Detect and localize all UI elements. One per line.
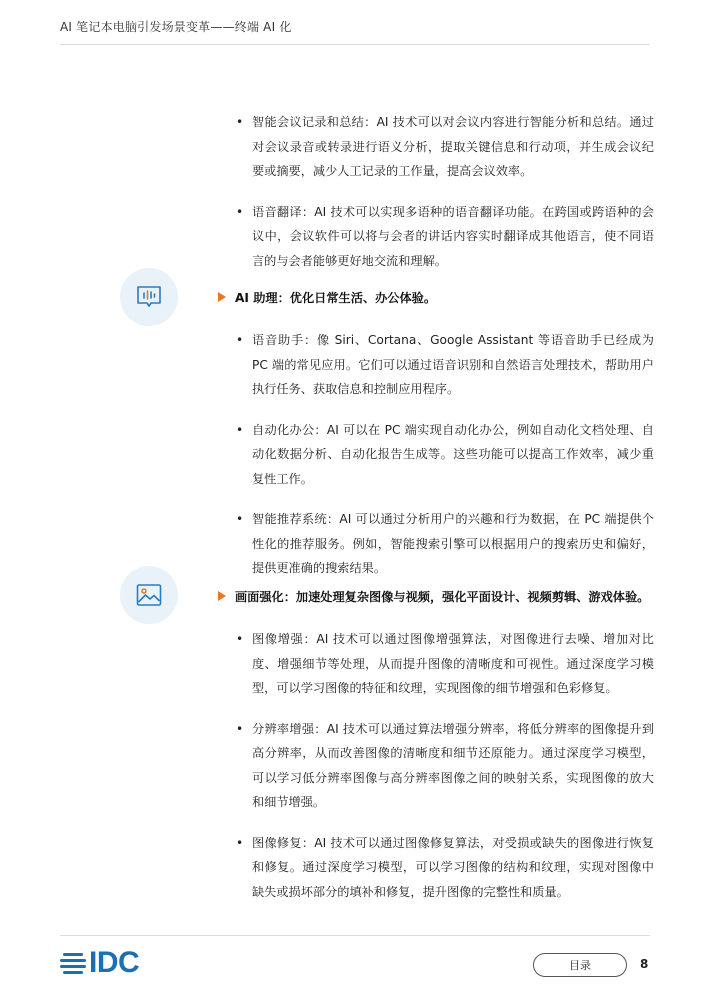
list-item: • 自动化办公：AI 可以在 PC 端实现自动化办公，例如自动化文档处理、自动化数据分析、自动化报告生成等。这些功能可以提高工作效率，减少重复性工作。	[236, 418, 654, 492]
header-divider	[60, 44, 650, 45]
image-enhance-bullet-list	[236, 627, 654, 920]
idc-globe-icon	[60, 950, 86, 978]
list-item: • 智能会议记录和总结：AI 技术可以对会议内容进行智能分析和总结。通过对会议录音或转录进行语义分析，提取关键信息和行动项，并生成会议纪要或摘要，减少人工记录的工作量，提高会议效率。	[236, 110, 654, 184]
chat-voice-icon	[120, 268, 178, 326]
list-item: • 语音翻译：AI 技术可以实现多语种的语音翻译功能。在跨国或跨语种的会议中，会议软件可以将与会者的讲话内容实时翻译成其他语言，使不同语言的与会者能够更好地交流和理解。	[236, 200, 654, 274]
toc-button[interactable]: 目录	[533, 953, 627, 977]
idc-logo	[60, 948, 152, 980]
section-heading-ai-assistant	[218, 289, 436, 306]
list-item: • 智能推荐系统：AI 可以通过分析用户的兴趣和行为数据，在 PC 端提供个性化的推荐服务。例如，智能搜索引擎可以根据用户的搜索历史和偏好，提供更准确的搜索结果。	[236, 507, 654, 581]
ai-assistant-bullet-list	[236, 328, 654, 597]
list-item: • 图像增强：AI 技术可以通过图像增强算法，对图像进行去噪、增加对比度、增强细节等处理，从而提升图像的清晰度和可视性。通过深度学习模型，可以学习图像的特征和纹理，实现图像的细节增强和色彩修复。	[236, 627, 654, 701]
image-icon	[120, 566, 178, 624]
header-title: AI 笔记本电脑引发场景变革——终端 AI 化	[60, 20, 292, 34]
intro-bullet-list	[236, 110, 654, 289]
arrow-icon	[218, 292, 226, 302]
logo-text: IDC	[89, 946, 140, 979]
list-item: • 语音助手：像 Siri、Cortana、Google Assistant 等语音助手已经成为 PC 端的常见应用。它们可以通过语音识别和自然语言处理技术，帮助用户执行任务、获取信息和控制应用程序。	[236, 328, 654, 402]
page-number: 8	[640, 957, 649, 971]
section-heading-text: AI 助理：优化日常生活、办公体验。	[235, 291, 437, 305]
list-item: • 图像修复：AI 技术可以通过图像修复算法，对受损或缺失的图像进行恢复和修复。通过深度学习模型，可以学习图像的结构和纹理，实现对图像中缺失或损坏部分的填补和修复，提升图像的完整性和质量。	[236, 831, 654, 905]
footer-divider	[60, 935, 650, 936]
list-item: • 分辨率增强：AI 技术可以通过算法增强分辨率，将低分辨率的图像提升到高分辨率，从而改善图像的清晰度和细节还原能力。通过深度学习模型，可以学习低分辨率图像与高分辨率图像之间的映射关系，实现图像的放大和细节增强。	[236, 717, 654, 815]
section-heading-image-enhance	[218, 588, 649, 605]
arrow-icon	[218, 591, 226, 601]
section-heading-text: 画面强化：加速处理复杂图像与视频，强化平面设计、视频剪辑、游戏体验。	[235, 590, 650, 604]
